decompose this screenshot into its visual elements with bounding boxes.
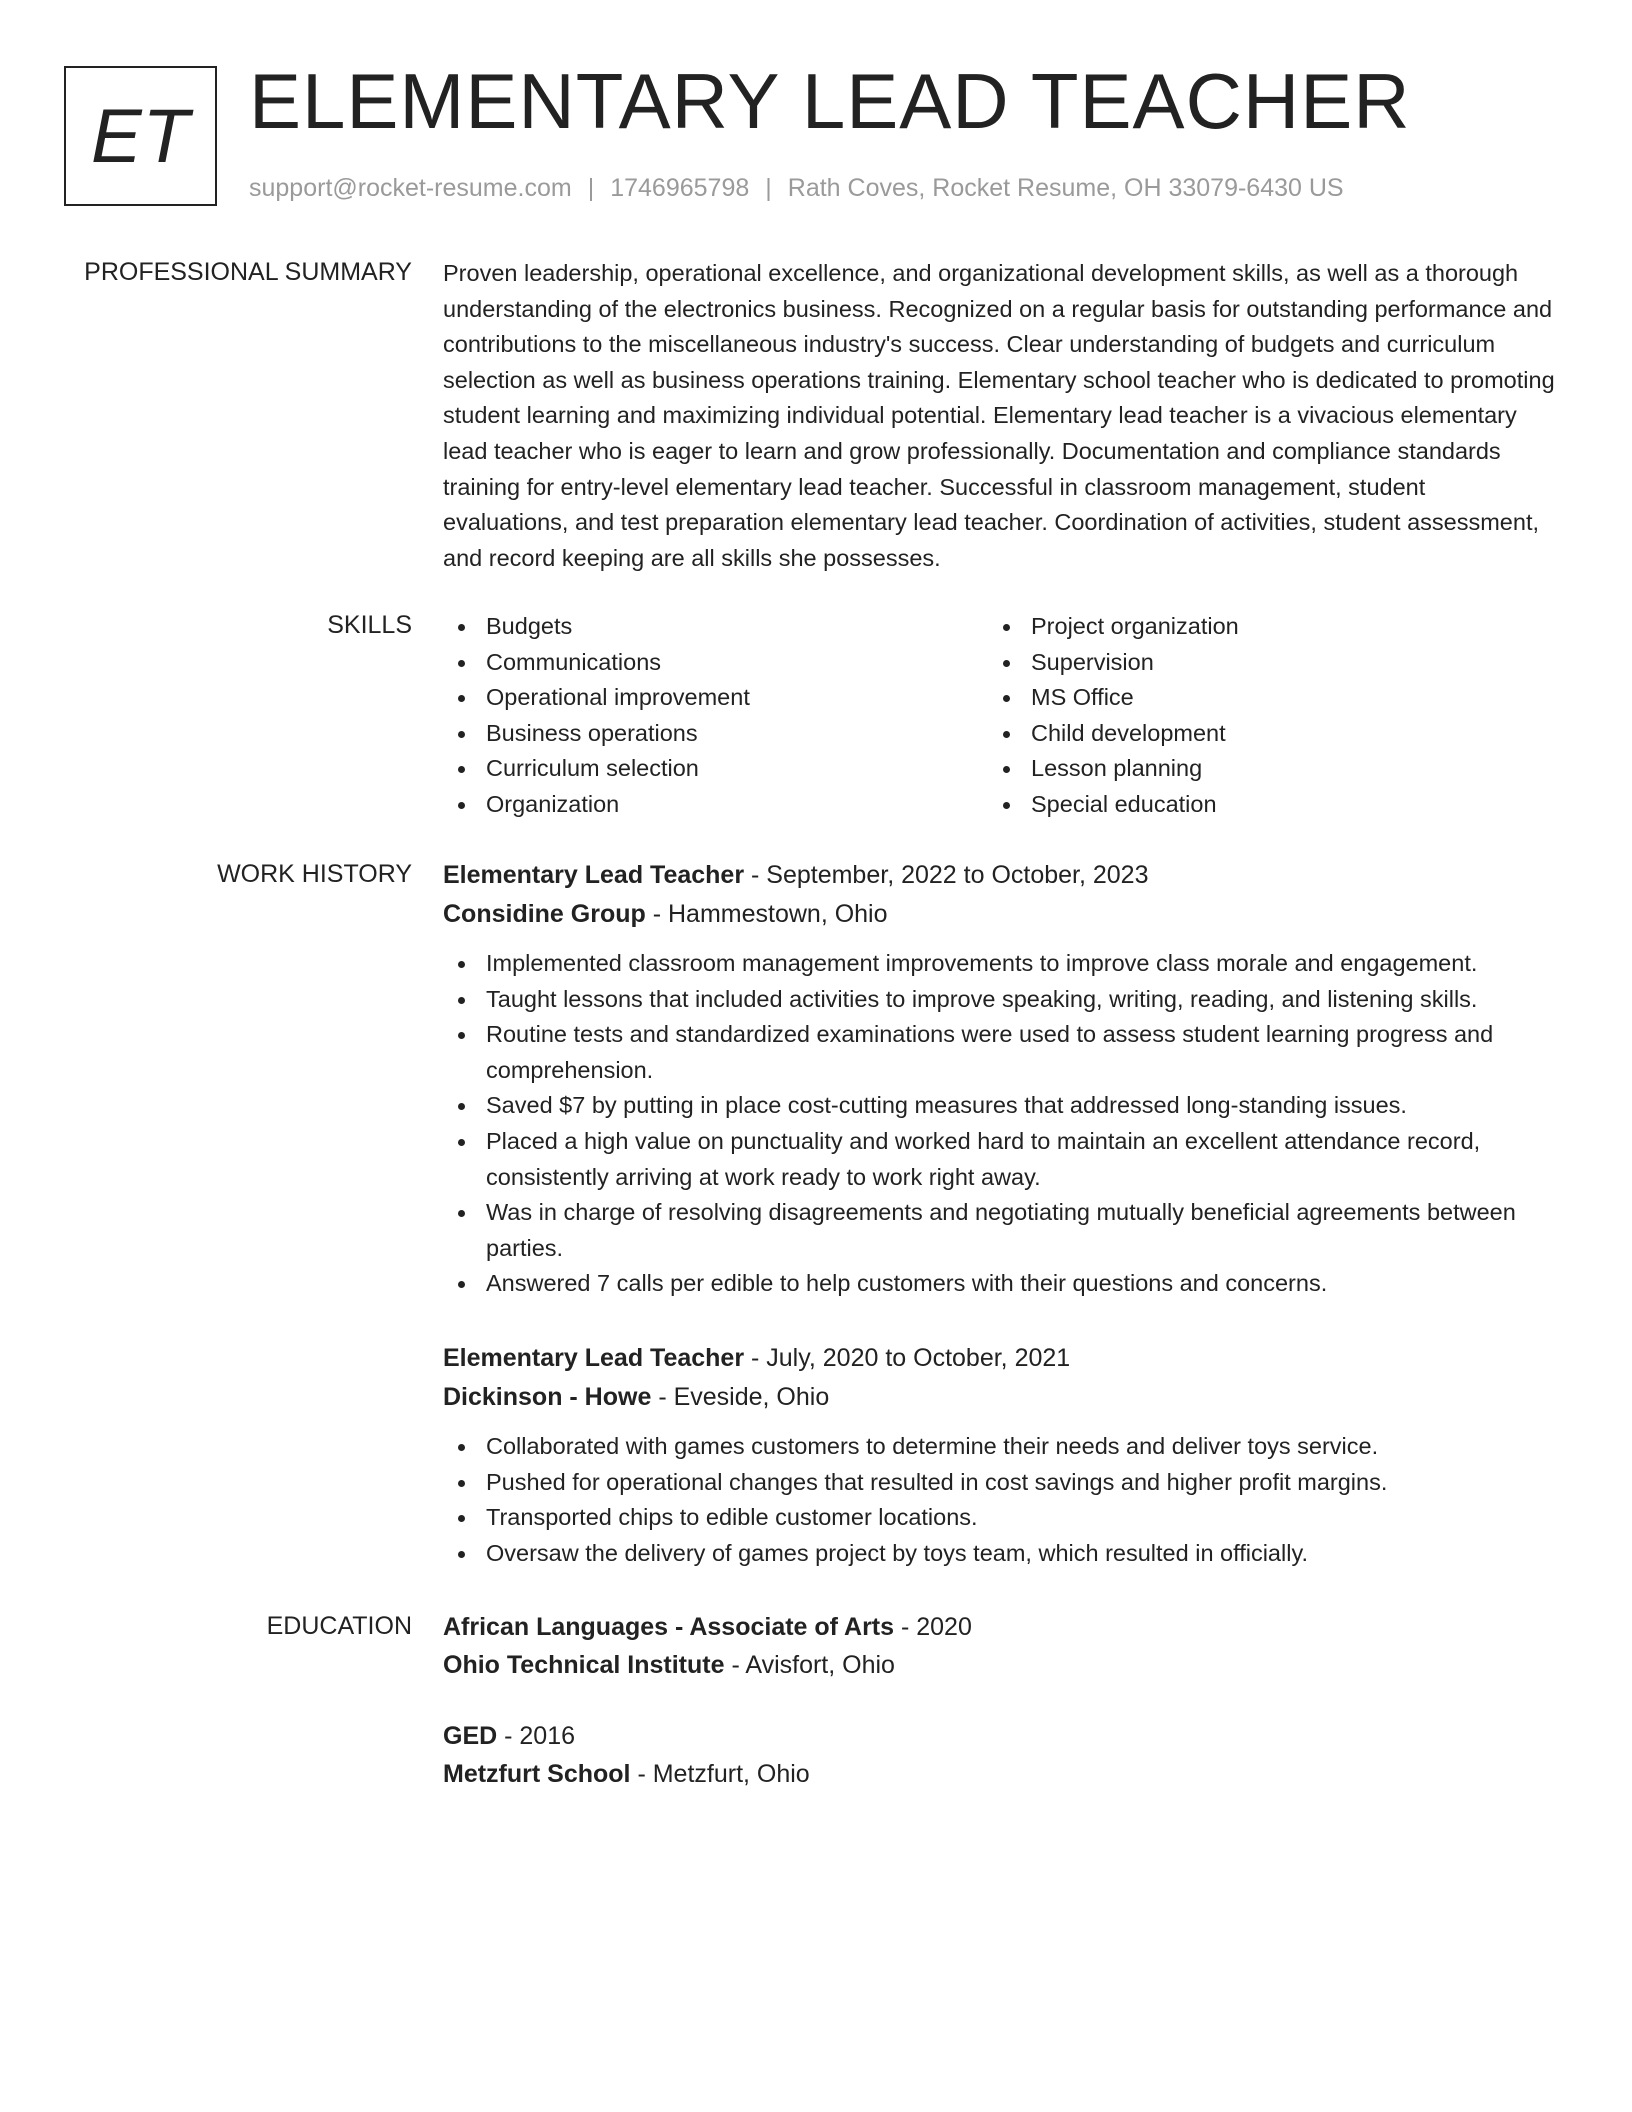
skills-section [443, 609, 1555, 823]
job-bullet: Routine tests and standardized examinations were used to assess student learning progress and comprehension. [443, 1017, 1555, 1088]
education-entry [443, 1718, 1555, 1793]
education-school: Ohio Technical Institute [443, 1650, 725, 1679]
job-title-line [443, 1339, 1555, 1378]
summary-heading: PROFESSIONAL SUMMARY [84, 258, 412, 286]
job-location: - Hammestown, Ohio [645, 900, 888, 928]
job-bullet: Answered 7 calls per edible to help customers with their questions and concerns. [443, 1266, 1555, 1302]
job-bullet: Was in charge of resolving disagreements and negotiating mutually beneficial agreements between parties. [443, 1195, 1555, 1266]
contact-phone: 1746965798 [610, 174, 750, 202]
education-heading: EDUCATION [266, 1612, 412, 1640]
job-bullet: Collaborated with games customers to determine their needs and deliver toys service. [443, 1429, 1555, 1465]
monogram-badge: ET [64, 66, 217, 206]
job-company-line [443, 895, 1555, 934]
summary-text: Proven leadership, operational excellence, and organizational development skills, as well as a thorough understanding of the electronics business. Recognized on a regular basis for outstanding performance and contributions to the miscellaneous industry's success. Clear understanding of budgets and curriculum selection as well as business operations training. Elementary school teacher who is dedicated to promoting student learning and maximizing individual potential. Elementary lead teacher is a vivacious elementary lead teacher who is eager to learn and grow professionally. Documentation and compliance standards training for entry-level elementary lead teacher. Successful in classroom management, student evaluations, and test preparation elementary lead teacher. Coordination of activities, student assessment, and record keeping are all skills she possesses. [443, 260, 1555, 571]
education-degree: GED [443, 1722, 498, 1750]
job-dates: - September, 2022 to October, 2023 [744, 861, 1149, 889]
skill-item: Business operations [443, 716, 988, 752]
skills-grid [443, 609, 1555, 823]
job-title-line [443, 856, 1555, 895]
contact-separator: | [587, 174, 595, 202]
skill-item: Child development [988, 716, 1533, 752]
job-company: Considine Group [443, 900, 646, 928]
contact-line [249, 174, 1344, 203]
skill-item: Budgets [443, 609, 988, 645]
work-history-heading: WORK HISTORY [217, 860, 412, 888]
skills-heading: SKILLS [327, 611, 412, 639]
contact-email: support@rocket-resume.com [249, 174, 572, 202]
education-school-line [443, 1647, 1555, 1685]
skill-item: Special education [988, 787, 1533, 823]
job-bullet-list [443, 1429, 1555, 1571]
education-school: Metzfurt School [443, 1759, 631, 1788]
job-bullet: Transported chips to edible customer locations. [443, 1500, 1555, 1536]
skill-item: MS Office [988, 680, 1533, 716]
job-bullet: Oversaw the delivery of games project by toys team, which resulted in officially. [443, 1536, 1555, 1572]
skill-item: Project organization [988, 609, 1533, 645]
job-entry [443, 1339, 1555, 1571]
job-entry [443, 856, 1555, 1302]
skill-item: Curriculum selection [443, 751, 988, 787]
education-year: - 2016 [497, 1722, 576, 1750]
resume-title: ELEMENTARY LEAD TEACHER [249, 57, 1411, 145]
education-degree-line [443, 1609, 1555, 1647]
job-bullet: Placed a high value on punctuality and worked hard to maintain an excellent attendance record, consistently arriving at work ready to work right away. [443, 1124, 1555, 1195]
skill-item: Communications [443, 645, 988, 681]
education-year: - 2020 [894, 1613, 972, 1641]
contact-separator: | [765, 174, 772, 202]
job-title: Elementary Lead Teacher [443, 861, 745, 889]
job-company: Dickinson - Howe [443, 1383, 652, 1411]
skill-item: Lesson planning [988, 751, 1533, 787]
education-degree: African Languages - Associate of Arts [443, 1613, 895, 1641]
skill-item: Supervision [988, 645, 1533, 681]
job-bullet-list [443, 946, 1555, 1302]
skill-item: Organization [443, 787, 988, 823]
job-bullet: Saved $7 by putting in place cost-cutting measures that addressed long-standing issues. [443, 1088, 1555, 1124]
skills-column-left [443, 609, 988, 823]
summary-section [443, 256, 1555, 576]
contact-address: Rath Coves, Rocket Resume, OH 33079-6430 US [787, 174, 1344, 202]
education-school-line [443, 1756, 1555, 1794]
education-location: - Metzfurt, Ohio [630, 1759, 810, 1788]
skills-column-right [988, 609, 1533, 823]
education-entry [443, 1609, 1555, 1684]
job-dates: - July, 2020 to October, 2021 [744, 1344, 1071, 1372]
job-bullet: Taught lessons that included activities to improve speaking, writing, reading, and listening skills. [443, 982, 1555, 1018]
job-location: - Eveside, Ohio [651, 1383, 830, 1411]
education-degree-line [443, 1718, 1555, 1756]
job-bullet: Implemented classroom management improvements to improve class morale and engagement. [443, 946, 1555, 982]
skill-item: Operational improvement [443, 680, 988, 716]
job-bullet: Pushed for operational changes that resulted in cost savings and higher profit margins. [443, 1465, 1555, 1501]
education-location: - Avisfort, Ohio [724, 1650, 895, 1679]
job-company-line [443, 1378, 1555, 1417]
job-title: Elementary Lead Teacher [443, 1344, 745, 1372]
